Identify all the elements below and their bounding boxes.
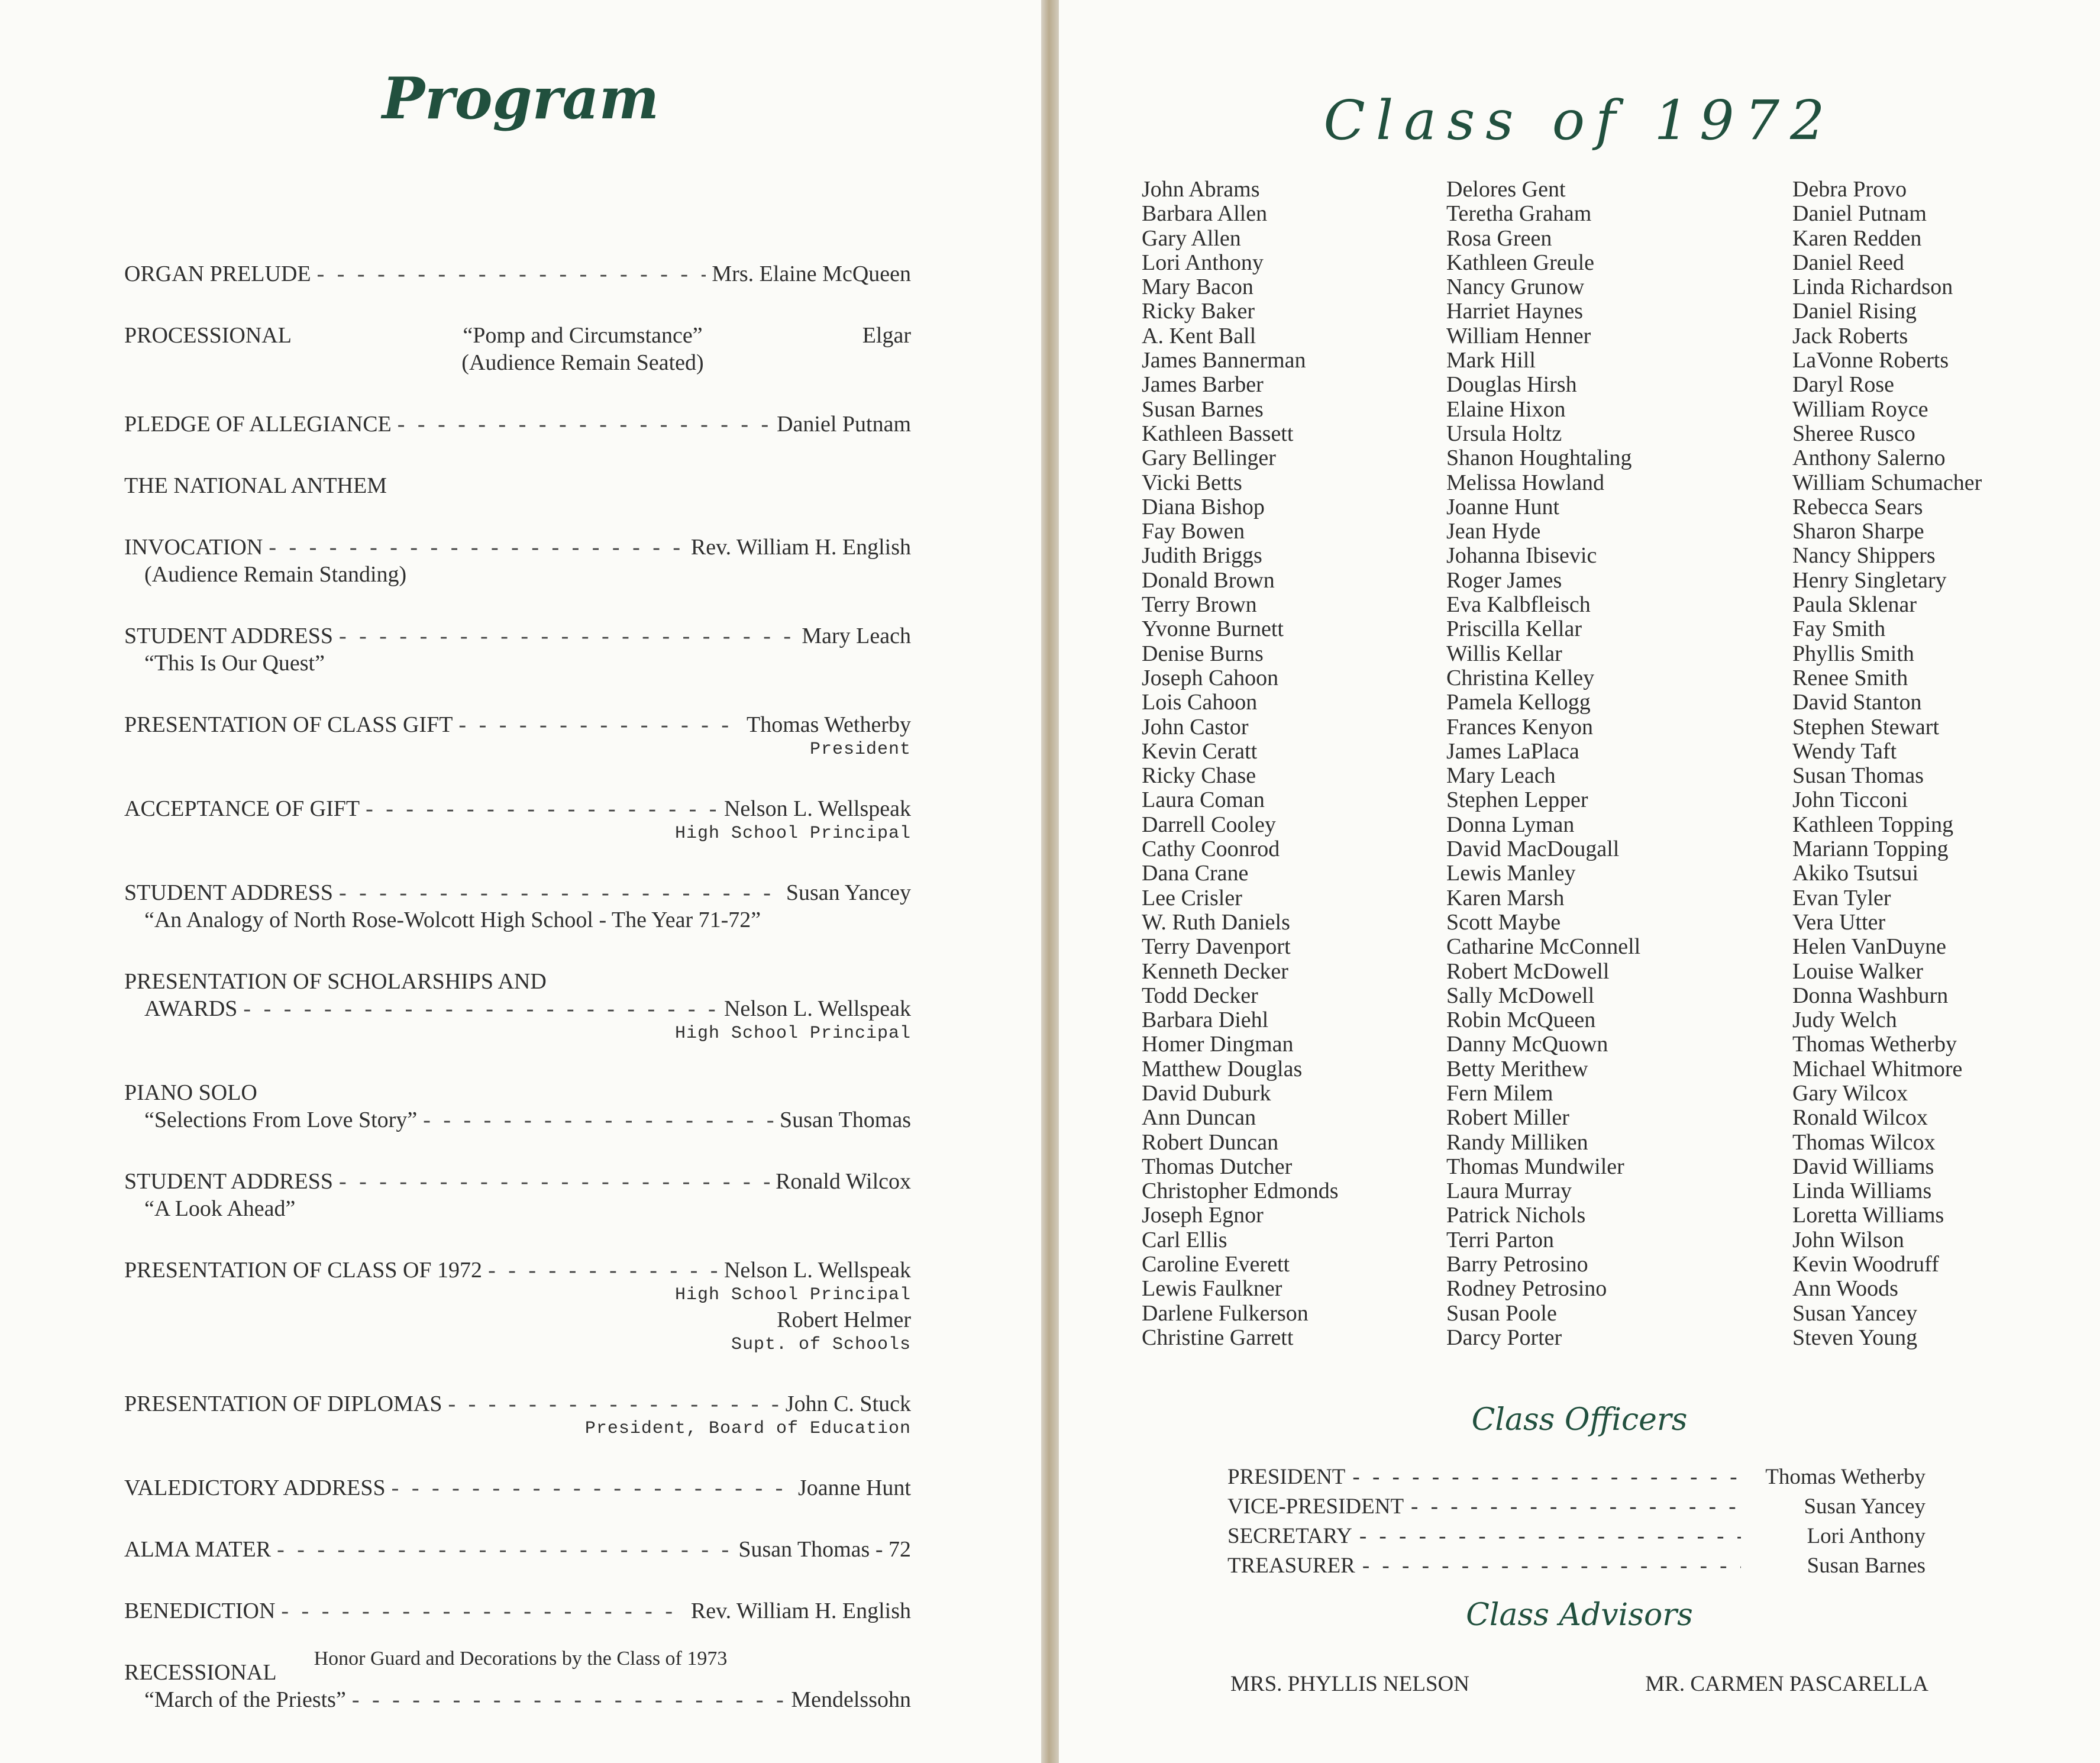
graduate-name: Judy Welch	[1792, 1008, 1897, 1033]
graduate-name: Shanon Houghtaling	[1446, 445, 1632, 471]
graduate-name: Diana Bishop	[1142, 494, 1265, 519]
graduate-name: Sharon Sharpe	[1792, 519, 1924, 544]
dotted-leader	[398, 411, 771, 438]
dotted-leader	[269, 534, 685, 561]
graduate-name: Louise Walker	[1792, 958, 1924, 984]
graduate-name: W. Ruth Daniels	[1142, 909, 1290, 935]
graduate-name: William Royce	[1792, 396, 1928, 422]
graduate-name: Johanna Ibisevic	[1446, 543, 1597, 569]
item-performer: Ronald Wilcox	[776, 1169, 911, 1194]
item-label: ORGAN PRELUDE	[124, 261, 311, 286]
program-page	[0, 0, 1041, 1763]
item-role: High School Principal	[674, 1285, 911, 1305]
graduate-name: James Bannerman	[1142, 348, 1306, 373]
graduate-name: Thomas Wetherby	[1792, 1032, 1957, 1057]
graduate-name: Pamela Kellogg	[1446, 690, 1591, 715]
item-performer: Susan Thomas	[779, 1107, 911, 1132]
graduate-name: Melissa Howland	[1446, 470, 1605, 495]
dotted-leader	[1411, 1492, 1741, 1522]
officer-row	[1227, 1551, 1925, 1581]
graduate-name: Loretta Williams	[1792, 1203, 1944, 1228]
item-label: RECESSIONAL	[124, 1660, 277, 1685]
graduate-name: Christopher Edmonds	[1142, 1178, 1339, 1204]
program-item	[124, 879, 911, 934]
graduate-name: Donna Washburn	[1792, 983, 1949, 1008]
item-piece: “Pomp and Circumstance”	[463, 323, 703, 348]
item-performer: Susan Thomas - 72	[738, 1537, 911, 1562]
graduate-name: Darlene Fulkerson	[1142, 1300, 1309, 1326]
dotted-leader	[423, 1106, 774, 1134]
graduate-name: Elaine Hixon	[1446, 396, 1566, 422]
item-label: PRESENTATION OF CLASS OF 1972	[124, 1258, 483, 1283]
officer-name: Susan Yancey	[1804, 1494, 1925, 1519]
graduate-name: Robert Miller	[1446, 1105, 1569, 1131]
advisor-name: MRS. PHYLLIS NELSON	[1230, 1672, 1469, 1696]
program-item	[124, 711, 911, 761]
graduate-name: Stephen Stewart	[1792, 714, 1940, 740]
dotted-leader	[448, 1390, 779, 1417]
graduate-name: Vicki Betts	[1142, 470, 1242, 495]
item-label: STUDENT ADDRESS	[124, 624, 333, 648]
dotted-leader	[243, 995, 718, 1022]
graduate-name: Scott Maybe	[1446, 909, 1561, 935]
item-label: BENEDICTION	[124, 1599, 276, 1623]
item-note: “This Is Our Quest”	[144, 651, 325, 676]
graduate-name: John Wilson	[1792, 1227, 1904, 1252]
graduate-name: Terry Brown	[1142, 592, 1257, 618]
dotted-leader	[277, 1536, 732, 1563]
program-item	[124, 322, 911, 376]
item-label: PRESENTATION OF DIPLOMAS	[124, 1391, 442, 1416]
program-item	[124, 1079, 911, 1134]
graduate-name: David Duburk	[1142, 1080, 1271, 1106]
graduate-name: John Abrams	[1142, 177, 1260, 202]
graduate-name: Rosa Green	[1446, 225, 1552, 251]
program-item	[124, 1257, 911, 1356]
advisor-name: MR. CARMEN PASCARELLA	[1645, 1672, 1928, 1696]
graduate-name: Harriet Haynes	[1446, 299, 1584, 324]
graduate-name: Teretha Graham	[1446, 201, 1592, 227]
item-performer: Susan Yancey	[786, 880, 911, 905]
item-performer: Mrs. Elaine McQueen	[712, 261, 911, 286]
graduate-name: Kathleen Topping	[1792, 812, 1954, 837]
graduate-name: Kenneth Decker	[1142, 958, 1288, 984]
officer-title: TREASURER	[1227, 1554, 1355, 1578]
officers-list	[1227, 1462, 1925, 1581]
graduate-name: Daryl Rose	[1792, 372, 1895, 398]
graduate-name: Kathleen Greule	[1446, 250, 1595, 275]
officer-title: VICE-PRESIDENT	[1227, 1494, 1404, 1519]
graduate-name: Homer Dingman	[1142, 1032, 1294, 1057]
graduate-name: Priscilla Kellar	[1446, 616, 1582, 642]
graduate-name: Judith Briggs	[1142, 543, 1262, 569]
graduate-name: Robert McDowell	[1446, 958, 1610, 984]
graduate-name: Todd Decker	[1142, 983, 1258, 1008]
advisors-heading: Class Advisors	[1466, 1597, 1693, 1633]
graduate-name: Darcy Porter	[1446, 1325, 1562, 1350]
item-performer: Nelson L. Wellspeak	[723, 996, 911, 1021]
graduate-name: Henry Singletary	[1792, 567, 1947, 593]
graduate-name: Willis Kellar	[1446, 641, 1562, 666]
program-item	[124, 968, 911, 1045]
graduate-name: Catharine McConnell	[1446, 934, 1641, 960]
item-label: ACCEPTANCE OF GIFT	[124, 796, 360, 821]
graduate-name: Nancy Grunow	[1446, 275, 1585, 300]
graduate-name: Vera Utter	[1792, 909, 1886, 935]
graduate-name: Robert Duncan	[1142, 1129, 1279, 1155]
graduate-name: Susan Thomas	[1792, 763, 1924, 789]
program-item	[124, 1474, 911, 1502]
graduate-name: Danny McQuown	[1446, 1032, 1608, 1057]
graduate-name: Thomas Mundwiler	[1446, 1154, 1624, 1179]
graduate-name: Barry Petrosino	[1446, 1252, 1588, 1277]
item-note: “A Look Ahead”	[144, 1196, 296, 1221]
graduate-name: Christina Kelley	[1446, 665, 1595, 690]
graduate-name: Eva Kalbfleisch	[1446, 592, 1591, 618]
graduate-name: William Schumacher	[1792, 470, 1982, 495]
graduate-name: Donna Lyman	[1446, 812, 1575, 837]
graduate-name: Paula Sklenar	[1792, 592, 1917, 618]
program-item	[124, 1536, 911, 1563]
graduate-name: Thomas Dutcher	[1142, 1154, 1293, 1179]
graduate-name: Stephen Lepper	[1446, 787, 1588, 813]
graduate-name: David Stanton	[1792, 690, 1922, 715]
dotted-leader	[392, 1474, 792, 1502]
item-label: INVOCATION	[124, 535, 263, 560]
graduate-name: Cathy Coonrod	[1142, 837, 1280, 862]
item-performer: Rev. William H. English	[690, 1599, 911, 1623]
graduate-name: Joanne Hunt	[1446, 494, 1560, 519]
program-item	[124, 1168, 911, 1222]
graduate-name: Ann Woods	[1792, 1276, 1898, 1302]
graduate-name: A. Kent Ball	[1142, 323, 1256, 348]
item-label: STUDENT ADDRESS	[124, 880, 333, 905]
officer-name: Thomas Wetherby	[1765, 1465, 1925, 1489]
graduate-name: Laura Coman	[1142, 787, 1265, 813]
graduate-name: Dana Crane	[1142, 861, 1249, 886]
graduate-name: Phyllis Smith	[1792, 641, 1914, 666]
program-item	[124, 260, 911, 288]
graduate-name: Joseph Egnor	[1142, 1203, 1264, 1228]
graduate-name: Jean Hyde	[1446, 519, 1541, 544]
item-note: “An Analogy of North Rose-Wolcott High School - The Year 71-72”	[144, 908, 761, 932]
item-note: (Audience Remain Standing)	[144, 562, 407, 587]
graduate-name: John Ticconi	[1792, 787, 1908, 813]
class-page	[1059, 0, 2100, 1763]
graduate-name: Ricky Chase	[1142, 763, 1256, 789]
graduate-name: Thomas Wilcox	[1792, 1129, 1936, 1155]
officer-title: SECRETARY	[1227, 1524, 1352, 1548]
graduate-name: Matthew Douglas	[1142, 1056, 1303, 1081]
graduate-name: Linda Richardson	[1792, 275, 1953, 300]
item-performer: Rev. William H. English	[690, 535, 911, 560]
item-performer: Mendelssohn	[791, 1687, 911, 1712]
graduate-name: Wendy Taft	[1792, 738, 1897, 764]
graduate-name: Rodney Petrosino	[1446, 1276, 1607, 1302]
officer-title: PRESIDENT	[1227, 1465, 1346, 1489]
graduate-name: LaVonne Roberts	[1792, 348, 1949, 373]
graduate-name: Akiko Tsutsui	[1792, 861, 1919, 886]
graduate-name: Roger James	[1446, 567, 1562, 593]
item-note: “Selections From Love Story”	[144, 1107, 418, 1132]
graduate-name: Laura Murray	[1446, 1178, 1572, 1204]
item-label: PIANO SOLO	[124, 1080, 257, 1105]
advisors-list	[1230, 1671, 1928, 1697]
item-performer: Daniel Putnam	[777, 412, 911, 437]
item-label: ALMA MATER	[124, 1537, 272, 1562]
item-label-continued: AWARDS	[144, 996, 238, 1021]
graduate-name: Anthony Salerno	[1792, 445, 1946, 471]
graduate-name: Patrick Nichols	[1446, 1203, 1586, 1228]
item-performer: Joanne Hunt	[797, 1475, 911, 1500]
graduate-name: Susan Yancey	[1792, 1300, 1918, 1326]
graduate-name: Gary Allen	[1142, 225, 1241, 251]
dotted-leader	[458, 711, 741, 738]
item-note: “March of the Priests”	[144, 1687, 346, 1712]
graduate-name: Lori Anthony	[1142, 250, 1264, 275]
graduate-name: James LaPlaca	[1446, 738, 1579, 764]
program-item	[124, 1597, 911, 1625]
graduate-name: Debra Provo	[1792, 177, 1907, 202]
graduate-name: Denise Burns	[1142, 641, 1264, 666]
dotted-leader	[366, 795, 718, 822]
graduate-name: Jack Roberts	[1792, 323, 1908, 348]
graduate-name: Ann Duncan	[1142, 1105, 1256, 1131]
officer-row	[1227, 1462, 1925, 1492]
graduate-column-2	[1446, 177, 1640, 1350]
item-performer: Thomas Wetherby	[746, 712, 911, 737]
program-item	[124, 795, 911, 845]
dotted-leader	[317, 260, 706, 288]
graduate-name: Daniel Putnam	[1792, 201, 1927, 227]
graduate-name: Karen Redden	[1792, 225, 1922, 251]
graduate-name: Karen Marsh	[1446, 885, 1565, 910]
graduate-name: Caroline Everett	[1142, 1252, 1290, 1277]
graduate-name: Terry Davenport	[1142, 934, 1291, 960]
graduate-name: Michael Whitmore	[1792, 1056, 1963, 1081]
graduate-name: Sally McDowell	[1446, 983, 1595, 1008]
program-item	[124, 472, 911, 499]
graduate-name: Frances Kenyon	[1446, 714, 1593, 740]
graduate-name: Terri Parton	[1446, 1227, 1555, 1252]
item-role: President, Board of Education	[584, 1419, 911, 1439]
item-label: VALEDICTORY ADDRESS	[124, 1475, 386, 1500]
graduate-name: Kathleen Bassett	[1142, 421, 1294, 446]
graduate-name: Nancy Shippers	[1792, 543, 1936, 569]
graduate-name: Fern Milem	[1446, 1080, 1553, 1106]
graduate-name: Ursula Holtz	[1446, 421, 1562, 446]
graduate-name: Gary Wilcox	[1792, 1080, 1908, 1106]
item-role: High School Principal	[674, 1023, 911, 1044]
item-role: High School Principal	[674, 824, 911, 844]
graduate-name: Douglas Hirsh	[1446, 372, 1577, 398]
officer-row	[1227, 1522, 1925, 1551]
graduate-name: Lois Cahoon	[1142, 690, 1258, 715]
item-label: PRESENTATION OF CLASS GIFT	[124, 712, 453, 737]
graduate-name: Darrell Cooley	[1142, 812, 1276, 837]
program-item	[124, 411, 911, 438]
graduate-name: Kevin Woodruff	[1792, 1252, 1939, 1277]
dotted-leader	[339, 622, 796, 650]
graduate-name: David MacDougall	[1446, 837, 1620, 862]
item-label: PROCESSIONAL	[124, 323, 292, 348]
graduate-name: Betty Merithew	[1446, 1056, 1588, 1081]
dotted-leader	[339, 879, 780, 906]
graduate-name: Daniel Reed	[1792, 250, 1904, 275]
item-note: (Audience Remain Seated)	[461, 350, 704, 375]
graduate-name: Renee Smith	[1792, 665, 1908, 690]
graduate-name: Randy Milliken	[1446, 1129, 1588, 1155]
item-label: PLEDGE OF ALLEGIANCE	[124, 412, 392, 437]
item-role: President	[809, 740, 911, 760]
program-item	[124, 622, 911, 677]
dotted-leader	[352, 1686, 786, 1713]
graduate-name: Daniel Rising	[1792, 299, 1917, 324]
item-label: PRESENTATION OF SCHOLARSHIPS AND	[124, 969, 547, 994]
graduate-name: Ronald Wilcox	[1792, 1105, 1928, 1131]
item-performer: Nelson L. Wellspeak	[723, 796, 911, 821]
graduate-name: Lewis Faulkner	[1142, 1276, 1282, 1302]
graduate-name: Lee Crisler	[1142, 885, 1242, 910]
graduate-name: David Williams	[1792, 1154, 1934, 1179]
dotted-leader	[339, 1168, 770, 1195]
graduate-name: Mark Hill	[1446, 348, 1536, 373]
dotted-leader	[281, 1597, 684, 1625]
graduate-name: Robin McQueen	[1446, 1008, 1596, 1033]
graduate-name: Gary Bellinger	[1142, 445, 1276, 471]
item-role-2: Supt. of Schools	[731, 1335, 911, 1355]
officers-heading: Class Officers	[1471, 1402, 1688, 1438]
graduate-name: Delores Gent	[1446, 177, 1566, 202]
graduate-column-3	[1792, 177, 1982, 1350]
officer-name: Lori Anthony	[1807, 1524, 1925, 1548]
program-footer: Honor Guard and Decorations by the Class of 1973	[314, 1648, 728, 1670]
program-item	[124, 1390, 911, 1440]
dotted-leader	[1362, 1551, 1741, 1581]
dotted-leader	[1352, 1462, 1741, 1492]
graduate-name: William Henner	[1446, 323, 1591, 348]
item-label: STUDENT ADDRESS	[124, 1169, 333, 1194]
graduate-name: Mary Leach	[1446, 763, 1556, 789]
graduate-name: Kevin Ceratt	[1142, 738, 1258, 764]
graduate-name: Steven Young	[1792, 1325, 1918, 1350]
graduate-name: Sheree Rusco	[1792, 421, 1915, 446]
graduate-name: Donald Brown	[1142, 567, 1275, 593]
graduate-name: Mary Bacon	[1142, 275, 1253, 300]
graduate-name: James Barber	[1142, 372, 1264, 398]
program-list	[124, 260, 911, 1748]
dotted-leader	[488, 1257, 718, 1284]
dotted-leader	[1359, 1522, 1741, 1551]
item-performer-2: Robert Helmer	[777, 1307, 911, 1332]
graduate-name: Helen VanDuyne	[1792, 934, 1946, 960]
program-item	[124, 534, 911, 588]
page-fold	[1041, 0, 1059, 1763]
graduate-name: Barbara Allen	[1142, 201, 1268, 227]
item-performer: Mary Leach	[802, 624, 911, 648]
graduate-name: Susan Poole	[1446, 1300, 1557, 1326]
graduate-name: Lewis Manley	[1446, 861, 1576, 886]
graduate-name: Susan Barnes	[1142, 396, 1264, 422]
item-performer: Elgar	[862, 323, 911, 348]
graduate-name: Fay Smith	[1792, 616, 1886, 642]
graduate-name: Joseph Cahoon	[1142, 665, 1279, 690]
graduate-name: Yvonne Burnett	[1142, 616, 1284, 642]
item-performer: John C. Stuck	[785, 1391, 911, 1416]
officer-row	[1227, 1492, 1925, 1522]
program-title: Program	[382, 65, 660, 132]
item-label: THE NATIONAL ANTHEM	[124, 473, 387, 498]
officer-name: Susan Barnes	[1807, 1554, 1925, 1578]
graduate-name: Linda Williams	[1792, 1178, 1932, 1204]
graduate-name: John Castor	[1142, 714, 1249, 740]
graduate-name: Carl Ellis	[1142, 1227, 1227, 1252]
graduate-name: Ricky Baker	[1142, 299, 1255, 324]
item-performer: Nelson L. Wellspeak	[723, 1258, 911, 1283]
graduate-name: Christine Garrett	[1142, 1325, 1294, 1350]
graduate-name: Mariann Topping	[1792, 837, 1949, 862]
graduate-name: Rebecca Sears	[1792, 494, 1923, 519]
graduate-name: Barbara Diehl	[1142, 1008, 1269, 1033]
graduate-name: Evan Tyler	[1792, 885, 1891, 910]
graduate-name: Fay Bowen	[1142, 519, 1245, 544]
class-title: Class of 1972	[1323, 89, 1836, 152]
graduate-column-1	[1142, 177, 1338, 1350]
